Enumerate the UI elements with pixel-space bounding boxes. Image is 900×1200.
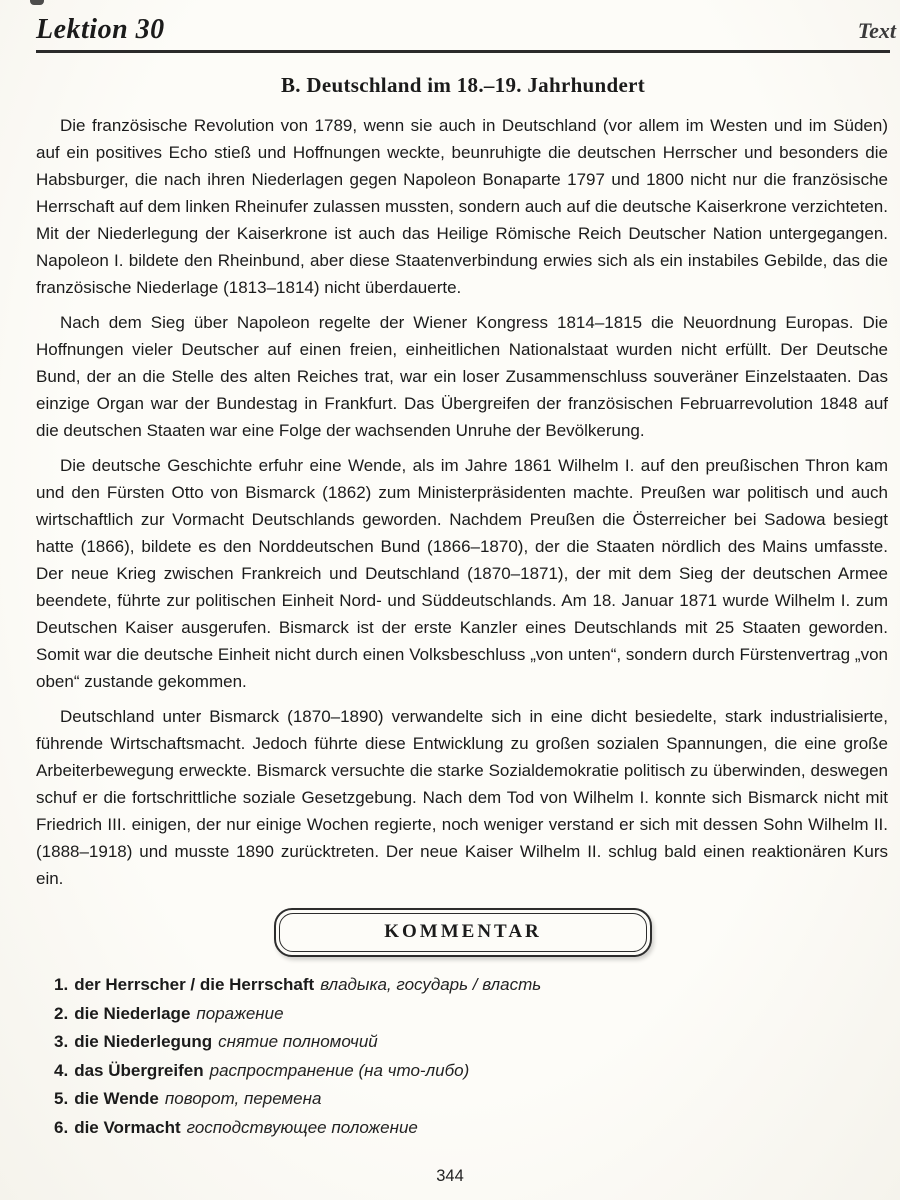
body-paragraph: Nach dem Sieg über Napoleon regelte der Wiener Kongress 1814–1815 die Neuordnung Europas. Die Hoffnungen vieler Deutscher auf einen freien, einheitlichen Nationalstaat wurden nicht erfüllt. Der Deutsche Bund, der an die Stelle des alten Reiches trat, war ein loser Zusammenschluss souveräner Einzelstaaten. Das einzige Organ war der Bundestag in Frankfurt. Das Übergreifen der französischen Februarrevolution 1848 auf die deutschen Staaten war eine Folge der wachsenden Unruhe der Bevölkerung. bbox=[36, 313, 888, 440]
item-number: 3. bbox=[54, 1032, 69, 1051]
list-item bbox=[54, 1000, 890, 1029]
section-title: B. Deutschland im 18.–19. Jahrhundert bbox=[280, 73, 646, 97]
russian-translation: поражение bbox=[196, 1003, 284, 1023]
russian-translation: поворот, перемена bbox=[164, 1089, 322, 1108]
russian-translation: владыка, государь / власть bbox=[320, 975, 542, 994]
russian-translation: распространение (на что-либо) bbox=[209, 1060, 470, 1080]
russian-translation: снятие полномочий bbox=[218, 1032, 378, 1051]
body-paragraph: Die französische Revolution von 1789, wenn sie auch in Deutschland (vor allem im Westen und im Süden) auf ein positives Echo stieß und Hoffnungen weckte, beunruhigte die deutschen Herrscher und besonders die Habsburger, die nach ihren Niederlagen gegen Napoleon Bonaparte 1797 und 1800 nicht nur die französische Herrschaft auf dem linken Rheinufer zulassen mussten, sondern auch auf die deutsche Kaiserkrone verzichteten. Mit der Niederlegung der Kaiserkrone ist auch das Heilige Römische Reich Deutscher Nation untergegangen. Napoleon I. bildete den Rheinbund, aber diese Staatenverbindung erwies sich als ein instabiles Gebilde, das die französische Niederlage (1813–1814) nicht überdauerte. bbox=[36, 116, 888, 297]
vocabulary-list bbox=[54, 971, 890, 1142]
german-term: die Vormacht bbox=[74, 1117, 181, 1137]
page-header bbox=[36, 8, 896, 53]
list-item bbox=[54, 1114, 890, 1143]
page-number: 344 bbox=[436, 1167, 464, 1185]
german-term: die Niederlage bbox=[74, 1003, 191, 1023]
kommentar-box bbox=[274, 908, 652, 957]
german-term: das Übergreifen bbox=[74, 1060, 204, 1080]
russian-translation: господствующее положение bbox=[186, 1117, 418, 1137]
body-text bbox=[36, 112, 890, 892]
list-item bbox=[54, 971, 890, 1000]
kommentar-box-label: KOMMENTAR bbox=[279, 913, 647, 952]
list-item bbox=[54, 1057, 890, 1086]
body-paragraph: Deutschland unter Bismarck (1870–1890) verwandelte sich in eine dicht besiedelte, stark industrialisierte, führende Wirtschaftsmacht. Jedoch führte diese Entwicklung zu großen sozialen Spannungen, die eine große Arbeiterbewegung erweckte. Bismarck versuchte die starke Sozialdemokratie politisch zu überwinden, deswegen schuf er die fortschrittliche soziale Gesetzgebung. Nach dem Tod von Wilhelm I. konnte sich Bismarck nicht mit Friedrich III. einigen, der nur einige Wochen regierte, noch weniger verstand er sich mit dessen Sohn Wilhelm II. (1888–1918) und musste 1890 zurücktreten. Der neue Kaiser Wilhelm II. schlug bald einen reaktionären Kurs ein. bbox=[36, 707, 888, 888]
item-number: 6. bbox=[54, 1117, 69, 1137]
german-term: die Wende bbox=[74, 1089, 159, 1108]
german-term: die Niederlegung bbox=[74, 1032, 213, 1051]
list-item bbox=[54, 1028, 890, 1057]
item-number: 5. bbox=[54, 1089, 69, 1108]
item-number: 4. bbox=[54, 1060, 69, 1080]
lesson-heading: Lektion 30 bbox=[36, 14, 165, 45]
german-term: der Herrscher / die Herrschaft bbox=[74, 975, 315, 994]
list-item bbox=[54, 1085, 890, 1114]
running-head-text: Text bbox=[857, 18, 896, 43]
body-paragraph: Die deutsche Geschichte erfuhr eine Wende, als im Jahre 1861 Wilhelm I. auf den preußischen Thron kam und den Fürsten Otto von Bismarck (1862) zum Ministerpräsidenten machte. Preußen war politisch und auch wirtschaftlich zur Vormacht Deutschlands geworden. Nachdem Preußen die Österreicher bei Sadowa besiegt hatte (1866), bildete es den Norddeutschen Bund (1866–1870), der die Staaten nördlich des Mains umfasste. Der neue Krieg zwischen Frankreich und Deutschland (1870–1871), der mit dem Sieg der deutschen Armee beendete, führte zur politischen Einheit Nord- und Süddeutschlands. Am 18. Januar 1871 wurde Wilhelm I. zum Deutschen Kaiser ausgerufen. Bismarck ist der erste Kanzler eines Deutschlands mit 25 Staaten geworden. Somit war die deutsche Einheit nicht durch einen Volksbeschluss „von unten“, sondern durch Fürstenvertrag „von oben“ zustande gekommen. bbox=[36, 456, 888, 691]
item-number: 1. bbox=[54, 975, 69, 994]
scan-artifact bbox=[30, 0, 44, 5]
item-number: 2. bbox=[54, 1003, 69, 1023]
